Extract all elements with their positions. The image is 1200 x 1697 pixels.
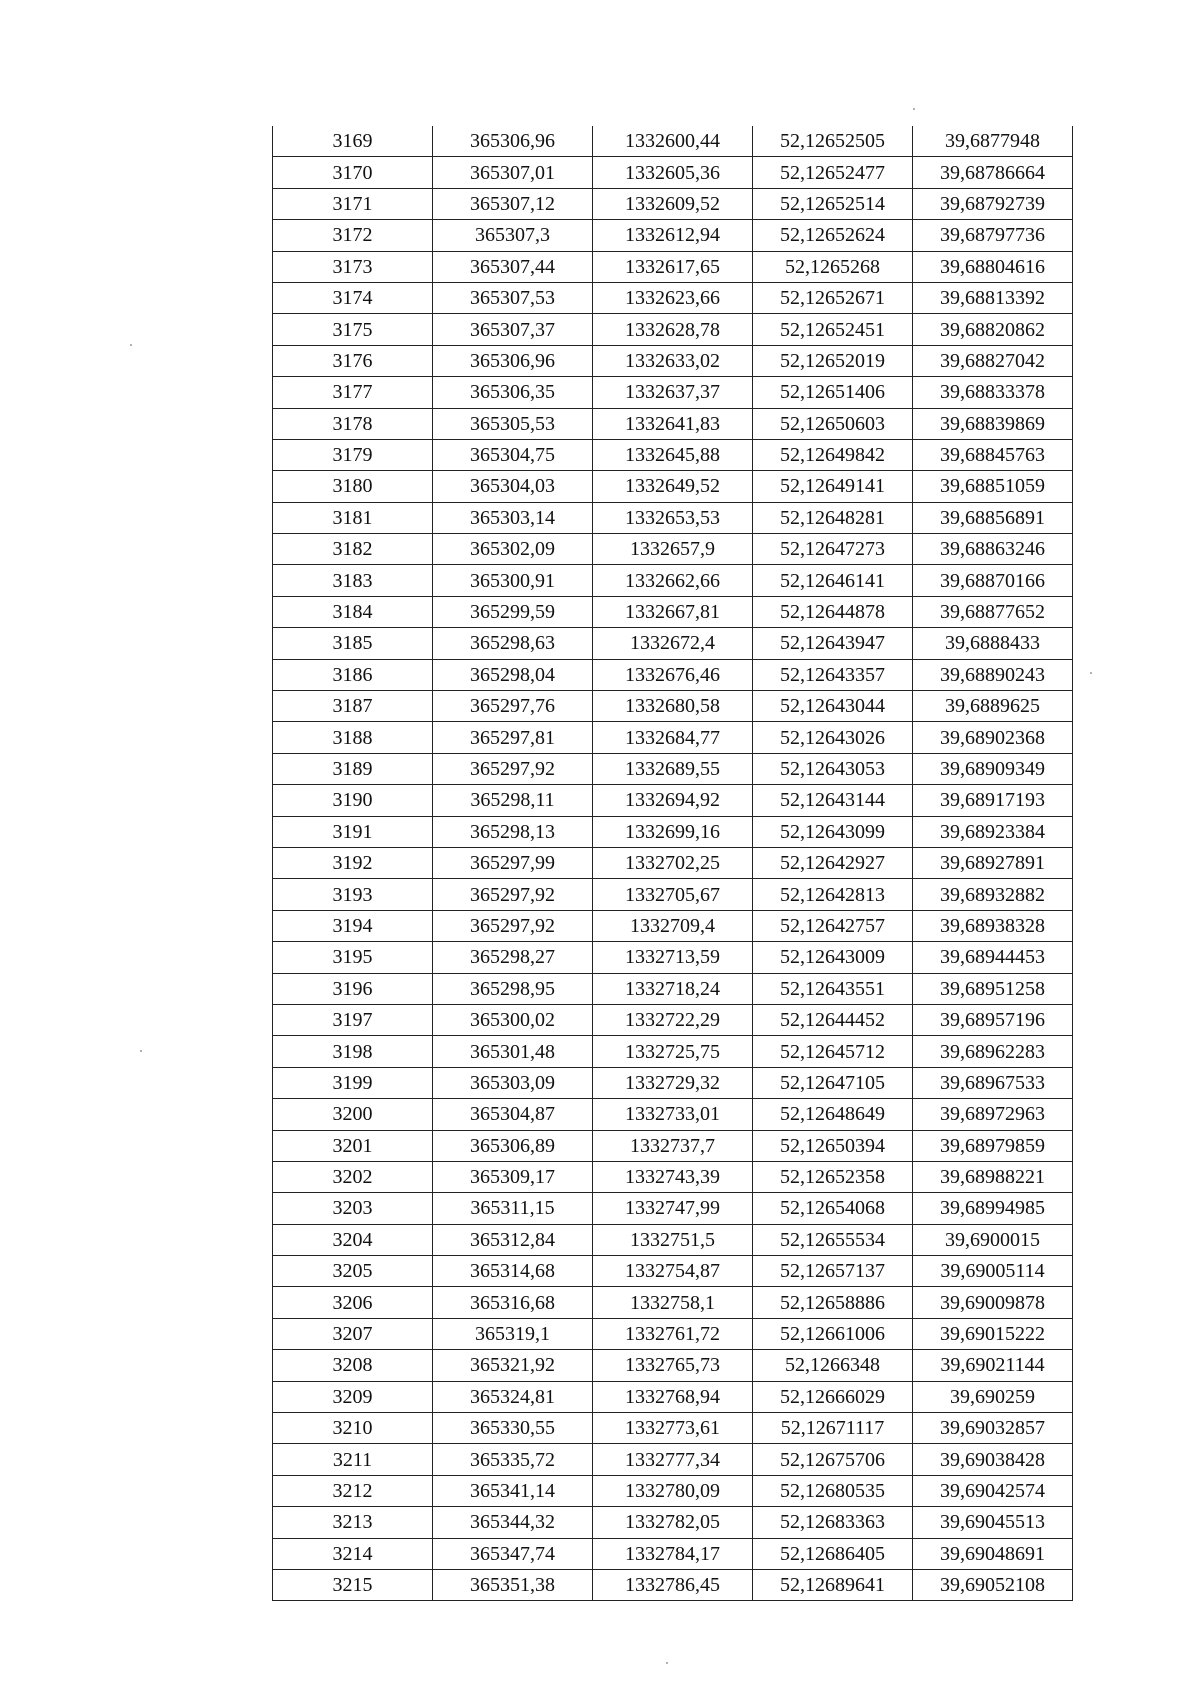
table-row: [273, 1224, 1073, 1255]
y-coordinate-cell: 1332780,09: [593, 1475, 753, 1506]
longitude-cell: 39,69009878: [913, 1287, 1073, 1318]
x-coordinate-cell: 365319,1: [433, 1318, 593, 1349]
longitude-cell: 39,68792739: [913, 188, 1073, 219]
longitude-cell: 39,68870166: [913, 565, 1073, 596]
y-coordinate-cell: 1332718,24: [593, 973, 753, 1004]
table-row: [273, 785, 1073, 816]
y-coordinate-cell: 1332612,94: [593, 220, 753, 251]
table-row: [273, 816, 1073, 847]
longitude-cell: 39,6888433: [913, 628, 1073, 659]
point-number-cell: 3174: [273, 282, 433, 313]
latitude-cell: 52,12649141: [753, 471, 913, 502]
scan-speck: [1090, 672, 1092, 674]
point-number-cell: 3176: [273, 345, 433, 376]
longitude-cell: 39,690259: [913, 1381, 1073, 1412]
x-coordinate-cell: 365298,11: [433, 785, 593, 816]
y-coordinate-cell: 1332628,78: [593, 314, 753, 345]
point-number-cell: 3205: [273, 1256, 433, 1287]
latitude-cell: 52,12648649: [753, 1099, 913, 1130]
longitude-cell: 39,69048691: [913, 1538, 1073, 1569]
table-row: [273, 345, 1073, 376]
point-number-cell: 3211: [273, 1444, 433, 1475]
longitude-cell: 39,68839869: [913, 408, 1073, 439]
latitude-cell: 52,12643357: [753, 659, 913, 690]
x-coordinate-cell: 365311,15: [433, 1193, 593, 1224]
x-coordinate-cell: 365304,03: [433, 471, 593, 502]
longitude-cell: 39,68927891: [913, 847, 1073, 878]
table-row: [273, 157, 1073, 188]
y-coordinate-cell: 1332617,65: [593, 251, 753, 282]
x-coordinate-cell: 365303,09: [433, 1067, 593, 1098]
latitude-cell: 52,12643144: [753, 785, 913, 816]
table-row: [273, 1318, 1073, 1349]
table-row: [273, 973, 1073, 1004]
y-coordinate-cell: 1332782,05: [593, 1507, 753, 1538]
table-row: [273, 314, 1073, 345]
longitude-cell: 39,68877652: [913, 596, 1073, 627]
point-number-cell: 3170: [273, 157, 433, 188]
y-coordinate-cell: 1332672,4: [593, 628, 753, 659]
table-row: [273, 1350, 1073, 1381]
x-coordinate-cell: 365302,09: [433, 534, 593, 565]
y-coordinate-cell: 1332645,88: [593, 439, 753, 470]
x-coordinate-cell: 365351,38: [433, 1569, 593, 1600]
y-coordinate-cell: 1332761,72: [593, 1318, 753, 1349]
latitude-cell: 52,12643026: [753, 722, 913, 753]
y-coordinate-cell: 1332689,55: [593, 753, 753, 784]
x-coordinate-cell: 365330,55: [433, 1413, 593, 1444]
longitude-cell: 39,69005114: [913, 1256, 1073, 1287]
latitude-cell: 52,12643099: [753, 816, 913, 847]
x-coordinate-cell: 365298,13: [433, 816, 593, 847]
x-coordinate-cell: 365297,92: [433, 910, 593, 941]
table-row: [273, 1413, 1073, 1444]
table-row: [273, 659, 1073, 690]
table-row: [273, 1256, 1073, 1287]
y-coordinate-cell: 1332786,45: [593, 1569, 753, 1600]
y-coordinate-cell: 1332605,36: [593, 157, 753, 188]
point-number-cell: 3172: [273, 220, 433, 251]
latitude-cell: 52,1266348: [753, 1350, 913, 1381]
table-row: [273, 534, 1073, 565]
point-number-cell: 3169: [273, 126, 433, 157]
table-row: [273, 628, 1073, 659]
point-number-cell: 3210: [273, 1413, 433, 1444]
table-row: [273, 1444, 1073, 1475]
table-row: [273, 1193, 1073, 1224]
point-number-cell: 3214: [273, 1538, 433, 1569]
latitude-cell: 52,12647105: [753, 1067, 913, 1098]
y-coordinate-cell: 1332633,02: [593, 345, 753, 376]
latitude-cell: 52,12658886: [753, 1287, 913, 1318]
longitude-cell: 39,69052108: [913, 1569, 1073, 1600]
x-coordinate-cell: 365307,44: [433, 251, 593, 282]
latitude-cell: 52,12643947: [753, 628, 913, 659]
point-number-cell: 3209: [273, 1381, 433, 1412]
y-coordinate-cell: 1332699,16: [593, 816, 753, 847]
y-coordinate-cell: 1332768,94: [593, 1381, 753, 1412]
point-number-cell: 3178: [273, 408, 433, 439]
x-coordinate-cell: 365324,81: [433, 1381, 593, 1412]
table-row: [273, 910, 1073, 941]
longitude-cell: 39,69021144: [913, 1350, 1073, 1381]
point-number-cell: 3183: [273, 565, 433, 596]
longitude-cell: 39,6889625: [913, 691, 1073, 722]
y-coordinate-cell: 1332747,99: [593, 1193, 753, 1224]
longitude-cell: 39,69032857: [913, 1413, 1073, 1444]
x-coordinate-cell: 365306,96: [433, 126, 593, 157]
table-row: [273, 942, 1073, 973]
table-row: [273, 188, 1073, 219]
point-number-cell: 3196: [273, 973, 433, 1004]
longitude-cell: 39,68851059: [913, 471, 1073, 502]
point-number-cell: 3197: [273, 1004, 433, 1035]
point-number-cell: 3188: [273, 722, 433, 753]
table-row: [273, 1036, 1073, 1067]
latitude-cell: 52,12652477: [753, 157, 913, 188]
point-number-cell: 3194: [273, 910, 433, 941]
y-coordinate-cell: 1332713,59: [593, 942, 753, 973]
y-coordinate-cell: 1332733,01: [593, 1099, 753, 1130]
point-number-cell: 3201: [273, 1130, 433, 1161]
x-coordinate-cell: 365303,14: [433, 502, 593, 533]
y-coordinate-cell: 1332680,58: [593, 691, 753, 722]
latitude-cell: 52,12650394: [753, 1130, 913, 1161]
scan-speck: [913, 108, 915, 110]
x-coordinate-cell: 365298,04: [433, 659, 593, 690]
longitude-cell: 39,69038428: [913, 1444, 1073, 1475]
table-row: [273, 1287, 1073, 1318]
latitude-cell: 52,12642927: [753, 847, 913, 878]
point-number-cell: 3192: [273, 847, 433, 878]
longitude-cell: 39,68804616: [913, 251, 1073, 282]
point-number-cell: 3199: [273, 1067, 433, 1098]
table-row: [273, 1161, 1073, 1192]
point-number-cell: 3213: [273, 1507, 433, 1538]
point-number-cell: 3171: [273, 188, 433, 219]
x-coordinate-cell: 365307,3: [433, 220, 593, 251]
point-number-cell: 3189: [273, 753, 433, 784]
x-coordinate-cell: 365297,92: [433, 753, 593, 784]
y-coordinate-cell: 1332765,73: [593, 1350, 753, 1381]
latitude-cell: 52,12675706: [753, 1444, 913, 1475]
y-coordinate-cell: 1332722,29: [593, 1004, 753, 1035]
x-coordinate-cell: 365297,81: [433, 722, 593, 753]
point-number-cell: 3180: [273, 471, 433, 502]
table-row: [273, 565, 1073, 596]
longitude-cell: 39,6900015: [913, 1224, 1073, 1255]
latitude-cell: 52,12657137: [753, 1256, 913, 1287]
longitude-cell: 39,68797736: [913, 220, 1073, 251]
point-number-cell: 3208: [273, 1350, 433, 1381]
y-coordinate-cell: 1332662,66: [593, 565, 753, 596]
latitude-cell: 52,12689641: [753, 1569, 913, 1600]
x-coordinate-cell: 365306,96: [433, 345, 593, 376]
x-coordinate-cell: 365301,48: [433, 1036, 593, 1067]
longitude-cell: 39,68951258: [913, 973, 1073, 1004]
y-coordinate-cell: 1332784,17: [593, 1538, 753, 1569]
longitude-cell: 39,68856891: [913, 502, 1073, 533]
longitude-cell: 39,68932882: [913, 879, 1073, 910]
y-coordinate-cell: 1332649,52: [593, 471, 753, 502]
point-number-cell: 3207: [273, 1318, 433, 1349]
latitude-cell: 52,12680535: [753, 1475, 913, 1506]
x-coordinate-cell: 365316,68: [433, 1287, 593, 1318]
table-row: [273, 1004, 1073, 1035]
y-coordinate-cell: 1332709,4: [593, 910, 753, 941]
longitude-cell: 39,68944453: [913, 942, 1073, 973]
longitude-cell: 39,68923384: [913, 816, 1073, 847]
point-number-cell: 3184: [273, 596, 433, 627]
latitude-cell: 52,12642757: [753, 910, 913, 941]
y-coordinate-cell: 1332657,9: [593, 534, 753, 565]
table-row: [273, 251, 1073, 282]
point-number-cell: 3173: [273, 251, 433, 282]
x-coordinate-cell: 365306,35: [433, 377, 593, 408]
x-coordinate-cell: 365300,91: [433, 565, 593, 596]
longitude-cell: 39,68845763: [913, 439, 1073, 470]
latitude-cell: 52,12671117: [753, 1413, 913, 1444]
y-coordinate-cell: 1332667,81: [593, 596, 753, 627]
longitude-cell: 39,6877948: [913, 126, 1073, 157]
scan-speck: [130, 344, 132, 346]
point-number-cell: 3185: [273, 628, 433, 659]
longitude-cell: 39,69015222: [913, 1318, 1073, 1349]
x-coordinate-cell: 365321,92: [433, 1350, 593, 1381]
longitude-cell: 39,69045513: [913, 1507, 1073, 1538]
latitude-cell: 52,12652019: [753, 345, 913, 376]
table-row: [273, 1538, 1073, 1569]
x-coordinate-cell: 365307,53: [433, 282, 593, 313]
longitude-cell: 39,68909349: [913, 753, 1073, 784]
longitude-cell: 39,68962283: [913, 1036, 1073, 1067]
latitude-cell: 52,12649842: [753, 439, 913, 470]
y-coordinate-cell: 1332777,34: [593, 1444, 753, 1475]
latitude-cell: 52,12652358: [753, 1161, 913, 1192]
latitude-cell: 52,12683363: [753, 1507, 913, 1538]
latitude-cell: 52,12654068: [753, 1193, 913, 1224]
scan-speck: [666, 1662, 668, 1664]
table-row: [273, 1381, 1073, 1412]
latitude-cell: 52,1265268: [753, 251, 913, 282]
y-coordinate-cell: 1332676,46: [593, 659, 753, 690]
table-row: [273, 408, 1073, 439]
longitude-cell: 39,68863246: [913, 534, 1073, 565]
x-coordinate-cell: 365300,02: [433, 1004, 593, 1035]
point-number-cell: 3175: [273, 314, 433, 345]
latitude-cell: 52,12642813: [753, 879, 913, 910]
y-coordinate-cell: 1332705,67: [593, 879, 753, 910]
y-coordinate-cell: 1332758,1: [593, 1287, 753, 1318]
longitude-cell: 39,68786664: [913, 157, 1073, 188]
x-coordinate-cell: 365304,87: [433, 1099, 593, 1130]
point-number-cell: 3179: [273, 439, 433, 470]
table-row: [273, 1507, 1073, 1538]
longitude-cell: 39,68890243: [913, 659, 1073, 690]
y-coordinate-cell: 1332609,52: [593, 188, 753, 219]
point-number-cell: 3206: [273, 1287, 433, 1318]
x-coordinate-cell: 365306,89: [433, 1130, 593, 1161]
latitude-cell: 52,12652505: [753, 126, 913, 157]
latitude-cell: 52,12643551: [753, 973, 913, 1004]
y-coordinate-cell: 1332600,44: [593, 126, 753, 157]
x-coordinate-cell: 365309,17: [433, 1161, 593, 1192]
longitude-cell: 39,68972963: [913, 1099, 1073, 1130]
point-number-cell: 3215: [273, 1569, 433, 1600]
table-row: [273, 471, 1073, 502]
point-number-cell: 3182: [273, 534, 433, 565]
latitude-cell: 52,12648281: [753, 502, 913, 533]
y-coordinate-cell: 1332725,75: [593, 1036, 753, 1067]
table-row: [273, 377, 1073, 408]
table-row: [273, 1067, 1073, 1098]
latitude-cell: 52,12666029: [753, 1381, 913, 1412]
table-row: [273, 596, 1073, 627]
longitude-cell: 39,68833378: [913, 377, 1073, 408]
x-coordinate-cell: 365314,68: [433, 1256, 593, 1287]
y-coordinate-cell: 1332637,37: [593, 377, 753, 408]
point-number-cell: 3198: [273, 1036, 433, 1067]
latitude-cell: 52,12643044: [753, 691, 913, 722]
y-coordinate-cell: 1332754,87: [593, 1256, 753, 1287]
x-coordinate-cell: 365298,95: [433, 973, 593, 1004]
x-coordinate-cell: 365297,99: [433, 847, 593, 878]
table-row: [273, 1475, 1073, 1506]
latitude-cell: 52,12655534: [753, 1224, 913, 1255]
y-coordinate-cell: 1332737,7: [593, 1130, 753, 1161]
x-coordinate-cell: 365307,12: [433, 188, 593, 219]
table-row: [273, 282, 1073, 313]
y-coordinate-cell: 1332653,53: [593, 502, 753, 533]
x-coordinate-cell: 365297,76: [433, 691, 593, 722]
point-number-cell: 3186: [273, 659, 433, 690]
latitude-cell: 52,12661006: [753, 1318, 913, 1349]
table-row: [273, 1130, 1073, 1161]
x-coordinate-cell: 365304,75: [433, 439, 593, 470]
latitude-cell: 52,12643053: [753, 753, 913, 784]
longitude-cell: 39,68994985: [913, 1193, 1073, 1224]
y-coordinate-cell: 1332773,61: [593, 1413, 753, 1444]
table-row: [273, 847, 1073, 878]
table-row: [273, 753, 1073, 784]
latitude-cell: 52,12650603: [753, 408, 913, 439]
longitude-cell: 39,68988221: [913, 1161, 1073, 1192]
latitude-cell: 52,12644452: [753, 1004, 913, 1035]
x-coordinate-cell: 365307,01: [433, 157, 593, 188]
point-number-cell: 3204: [273, 1224, 433, 1255]
y-coordinate-cell: 1332641,83: [593, 408, 753, 439]
point-number-cell: 3202: [273, 1161, 433, 1192]
latitude-cell: 52,12647273: [753, 534, 913, 565]
longitude-cell: 39,68957196: [913, 1004, 1073, 1035]
table-row: [273, 1099, 1073, 1130]
scan-speck: [140, 1050, 142, 1052]
latitude-cell: 52,12644878: [753, 596, 913, 627]
table-row: [273, 1569, 1073, 1600]
point-number-cell: 3191: [273, 816, 433, 847]
point-number-cell: 3193: [273, 879, 433, 910]
table-row: [273, 126, 1073, 157]
longitude-cell: 39,68813392: [913, 282, 1073, 313]
table-row: [273, 722, 1073, 753]
x-coordinate-cell: 365298,63: [433, 628, 593, 659]
longitude-cell: 39,68938328: [913, 910, 1073, 941]
longitude-cell: 39,68902368: [913, 722, 1073, 753]
longitude-cell: 39,68820862: [913, 314, 1073, 345]
table-row: [273, 220, 1073, 251]
latitude-cell: 52,12643009: [753, 942, 913, 973]
table-row: [273, 439, 1073, 470]
y-coordinate-cell: 1332702,25: [593, 847, 753, 878]
y-coordinate-cell: 1332623,66: [593, 282, 753, 313]
y-coordinate-cell: 1332694,92: [593, 785, 753, 816]
y-coordinate-cell: 1332743,39: [593, 1161, 753, 1192]
point-number-cell: 3200: [273, 1099, 433, 1130]
latitude-cell: 52,12686405: [753, 1538, 913, 1569]
point-number-cell: 3190: [273, 785, 433, 816]
coordinates-table-body: [273, 126, 1073, 1601]
longitude-cell: 39,68917193: [913, 785, 1073, 816]
y-coordinate-cell: 1332684,77: [593, 722, 753, 753]
table-row: [273, 879, 1073, 910]
point-number-cell: 3212: [273, 1475, 433, 1506]
point-number-cell: 3195: [273, 942, 433, 973]
point-number-cell: 3177: [273, 377, 433, 408]
longitude-cell: 39,69042574: [913, 1475, 1073, 1506]
latitude-cell: 52,12646141: [753, 565, 913, 596]
latitude-cell: 52,12652671: [753, 282, 913, 313]
y-coordinate-cell: 1332729,32: [593, 1067, 753, 1098]
latitude-cell: 52,12652624: [753, 220, 913, 251]
latitude-cell: 52,12652451: [753, 314, 913, 345]
x-coordinate-cell: 365341,14: [433, 1475, 593, 1506]
point-number-cell: 3203: [273, 1193, 433, 1224]
x-coordinate-cell: 365307,37: [433, 314, 593, 345]
table-row: [273, 502, 1073, 533]
x-coordinate-cell: 365299,59: [433, 596, 593, 627]
table-row: [273, 691, 1073, 722]
longitude-cell: 39,68827042: [913, 345, 1073, 376]
latitude-cell: 52,12651406: [753, 377, 913, 408]
point-number-cell: 3181: [273, 502, 433, 533]
x-coordinate-cell: 365335,72: [433, 1444, 593, 1475]
point-number-cell: 3187: [273, 691, 433, 722]
x-coordinate-cell: 365344,32: [433, 1507, 593, 1538]
coordinates-table: [272, 126, 1073, 1601]
x-coordinate-cell: 365312,84: [433, 1224, 593, 1255]
y-coordinate-cell: 1332751,5: [593, 1224, 753, 1255]
x-coordinate-cell: 365347,74: [433, 1538, 593, 1569]
longitude-cell: 39,68967533: [913, 1067, 1073, 1098]
x-coordinate-cell: 365305,53: [433, 408, 593, 439]
x-coordinate-cell: 365298,27: [433, 942, 593, 973]
latitude-cell: 52,12645712: [753, 1036, 913, 1067]
latitude-cell: 52,12652514: [753, 188, 913, 219]
x-coordinate-cell: 365297,92: [433, 879, 593, 910]
longitude-cell: 39,68979859: [913, 1130, 1073, 1161]
